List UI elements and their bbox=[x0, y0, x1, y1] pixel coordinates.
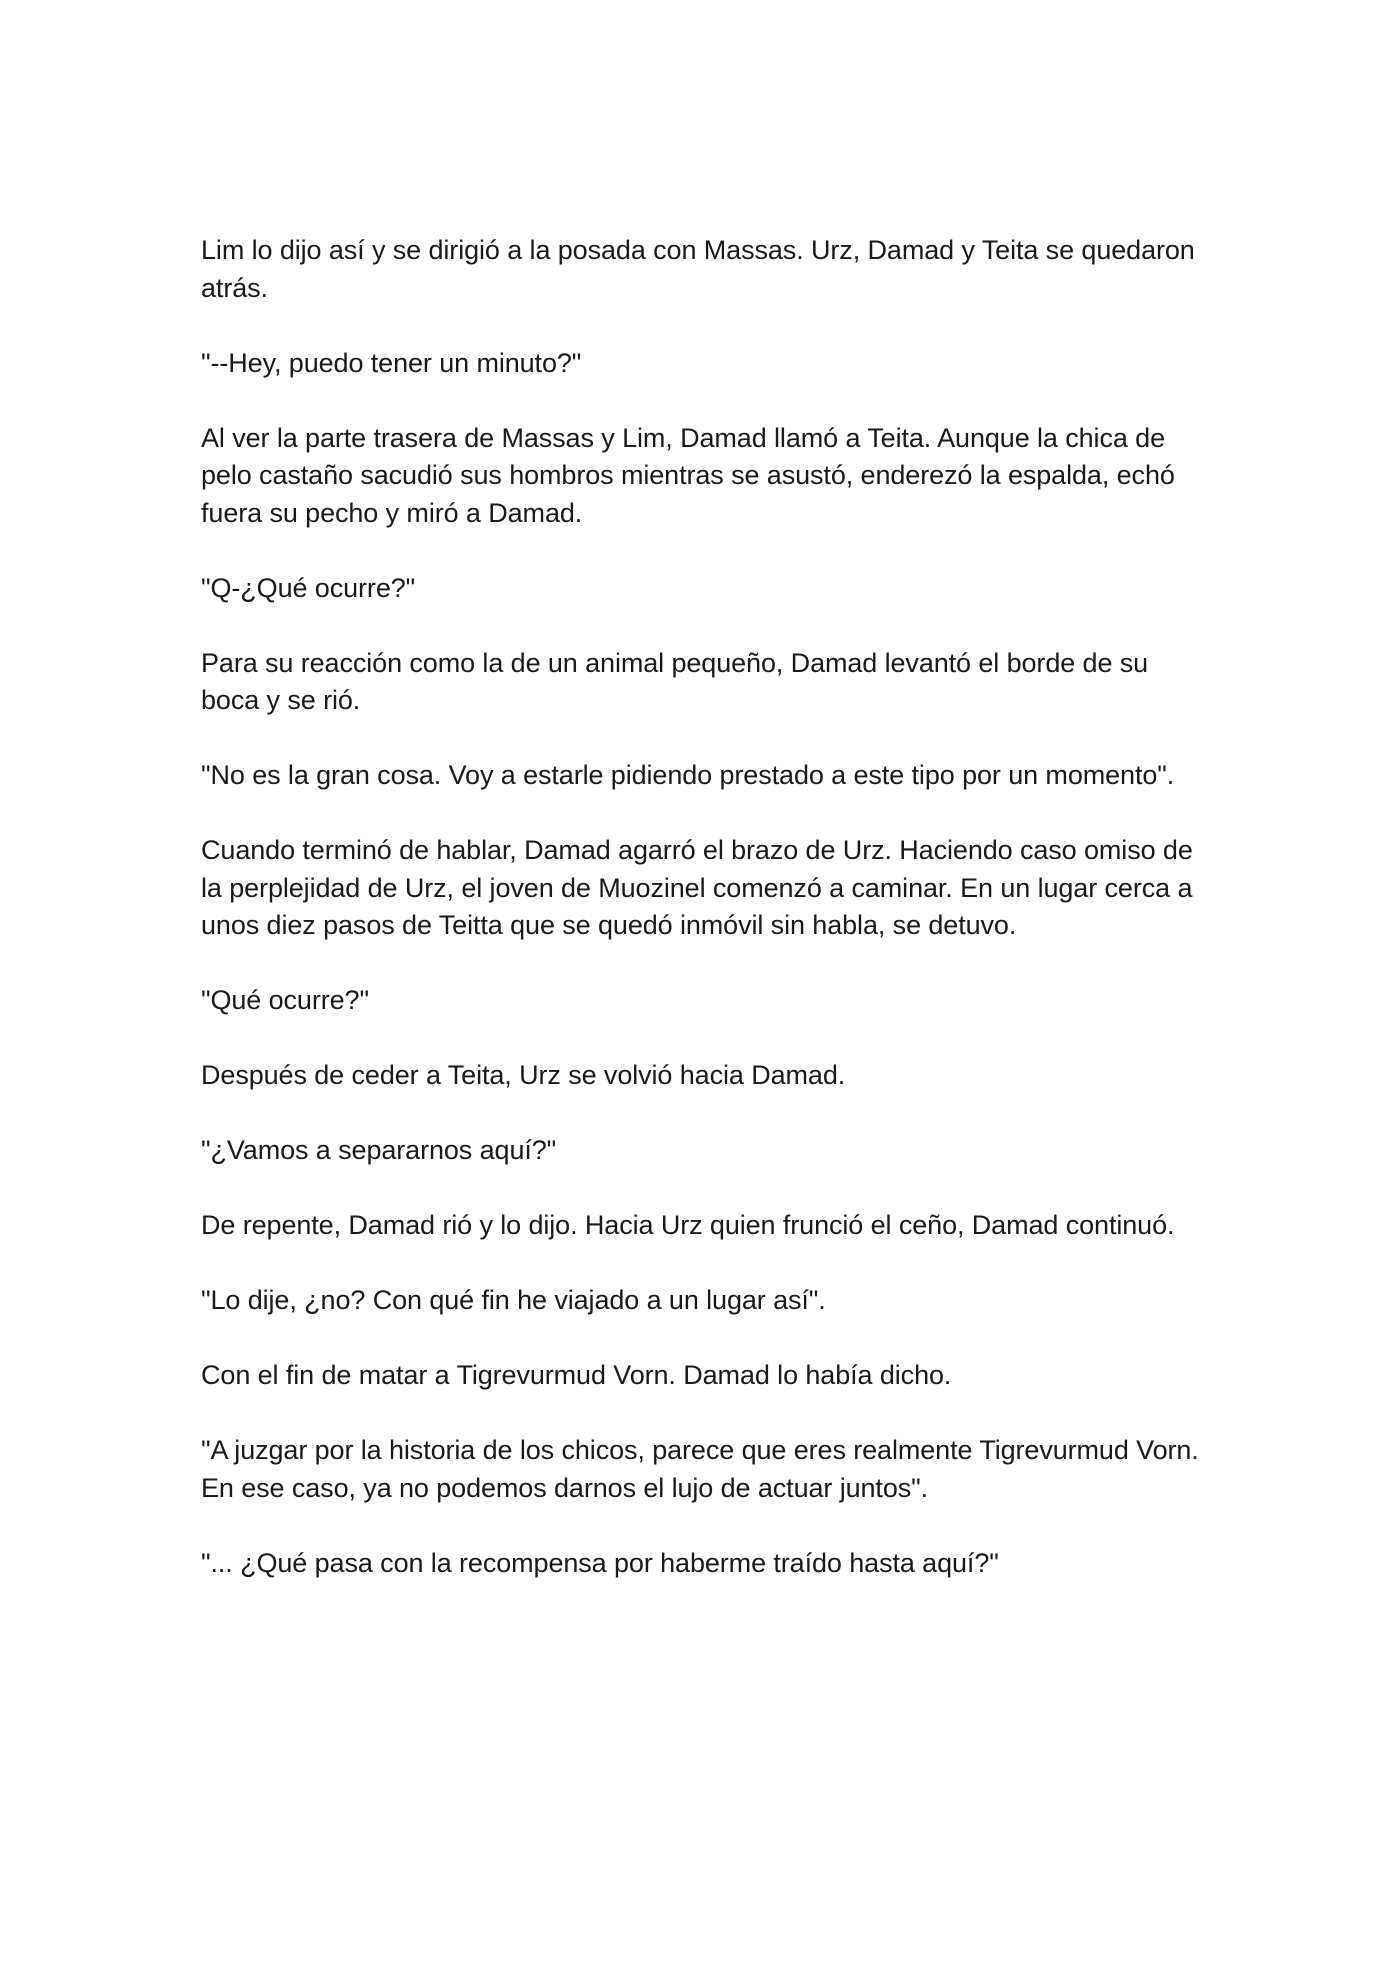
paragraph-6: "No es la gran cosa. Voy a estarle pidiendo prestado a este tipo por un momento". bbox=[201, 760, 1175, 790]
paragraph-1: Lim lo dijo así y se dirigió a la posada con Massas. Urz, Damad y Teita se quedaron atrás. bbox=[201, 235, 1195, 303]
paragraph-11: De repente, Damad rió y lo dijo. Hacia Urz quien frunció el ceño, Damad continuó. bbox=[201, 1210, 1175, 1240]
document-body bbox=[201, 232, 1211, 1620]
paragraph-2: "--Hey, puedo tener un minuto?" bbox=[201, 347, 582, 378]
paragraph-7: Cuando terminó de hablar, Damad agarró el brazo de Urz. Haciendo caso omiso de la perplejidad de Urz, el joven de Muozinel comenzó a caminar. En un lugar cerca a unos diez pasos de Teitta que se quedó inmóvil sin habla, se detuvo. bbox=[201, 835, 1193, 940]
paragraph-8: "Qué ocurre?" bbox=[201, 985, 369, 1015]
paragraph-10: "¿Vamos a separarnos aquí?" bbox=[201, 1135, 557, 1165]
paragraph-9: Después de ceder a Teita, Urz se volvió hacia Damad. bbox=[201, 1060, 846, 1090]
paragraph-5: Para su reacción como la de un animal pequeño, Damad levantó el borde de su boca y se rió. bbox=[201, 647, 1149, 715]
paragraph-12: "Lo dije, ¿no? Con qué fin he viajado a un lugar así". bbox=[201, 1285, 826, 1315]
paragraph-14: "A juzgar por la historia de los chicos, parece que eres realmente Tigrevurmud Vorn. En ese caso, ya no podemos darnos el lujo de actuar juntos". bbox=[201, 1435, 1199, 1503]
paragraph-4: "Q-¿Qué ocurre?" bbox=[201, 572, 416, 603]
paragraph-3: Al ver la parte trasera de Massas y Lim, Damad llamó a Teita. Aunque la chica de pelo castaño sacudió sus hombros mientras se asustó, enderezó la espalda, echó fuera su pecho y miró a Damad. bbox=[201, 422, 1175, 528]
paragraph-13: Con el fin de matar a Tigrevurmud Vorn. Damad lo había dicho. bbox=[201, 1360, 952, 1390]
paragraph-15: "... ¿Qué pasa con la recompensa por haberme traído hasta aquí?" bbox=[201, 1547, 999, 1578]
